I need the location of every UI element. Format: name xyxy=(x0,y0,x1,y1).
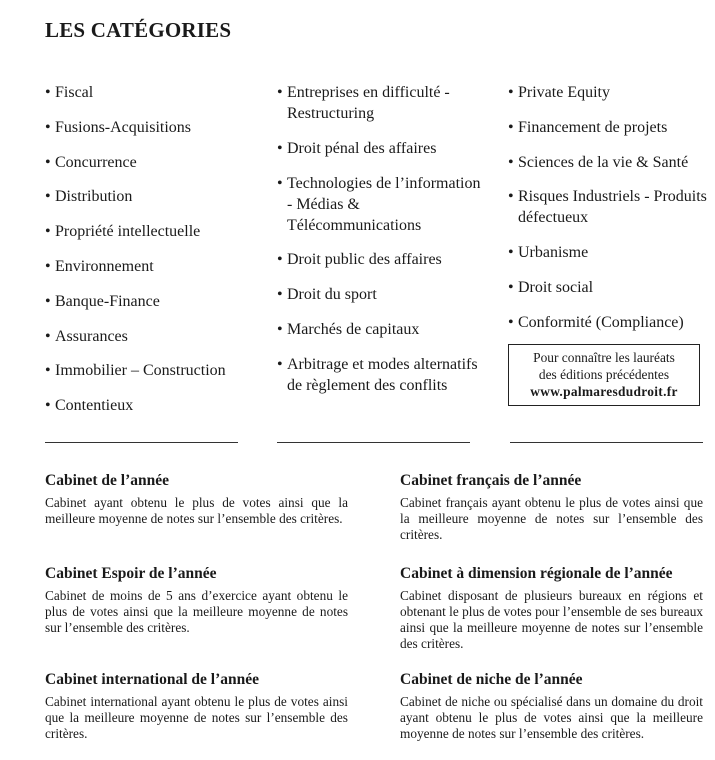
category-item: • Distribution xyxy=(45,186,255,207)
category-item: • Banque-Finance xyxy=(45,291,255,312)
category-item: • Immobilier – Construction xyxy=(45,360,255,381)
info-box xyxy=(508,344,700,406)
award-block xyxy=(400,670,703,742)
info-line: Pour connaître les lauréats xyxy=(533,350,675,365)
award-title: Cabinet français de l’année xyxy=(400,472,582,489)
page-title: LES CATÉGORIES xyxy=(45,18,232,42)
category-item: • Entreprises en difficulté - Restructuring xyxy=(277,82,482,124)
category-item: • Fusions-Acquisitions xyxy=(45,117,255,138)
award-description: Cabinet de moins de 5 ans d’exercice ayant obtenu le plus de votes ainsi que la meilleure moyenne de notes sur l’ensemble des critères. xyxy=(45,588,348,635)
category-column-2 xyxy=(277,82,482,410)
info-line: des éditions précédentes xyxy=(538,367,670,382)
award-block xyxy=(45,670,348,742)
award-description: Cabinet ayant obtenu le plus de votes ainsi que la meilleure moyenne de notes sur l’ensemble des critères. xyxy=(45,495,348,526)
award-description: Cabinet international ayant obtenu le plus de votes ainsi que la meilleure moyenne de notes sur l’ensemble des critères. xyxy=(45,694,348,741)
category-item: • Droit public des affaires xyxy=(277,249,482,270)
category-item: • Marchés de capitaux xyxy=(277,319,482,340)
category-item: • Contentieux xyxy=(45,395,255,416)
award-title: Cabinet de niche de l’année xyxy=(400,671,583,688)
category-item: • Droit du sport xyxy=(277,284,482,305)
category-item: • Financement de projets xyxy=(508,117,708,138)
award-title: Cabinet de l’année xyxy=(45,472,169,489)
category-item: • Assurances xyxy=(45,326,255,347)
category-item: • Environnement xyxy=(45,256,255,277)
website-link[interactable]: www.palmaresdudroit.fr xyxy=(530,384,678,399)
category-item: • Risques Industriels - Produits défectueux xyxy=(508,186,708,228)
award-title: Cabinet international de l’année xyxy=(45,671,259,688)
category-item: • Private Equity xyxy=(508,82,708,103)
divider xyxy=(510,442,703,443)
divider xyxy=(45,442,238,443)
category-item: • Droit social xyxy=(508,277,708,298)
award-description: Cabinet disposant de plusieurs bureaux en régions et obtenant le plus de votes pour l’ensemble de ses bureaux ainsi que la meilleure moyenne de notes sur l’ensemble des critères. xyxy=(400,588,703,651)
award-block xyxy=(45,471,348,527)
award-title: Cabinet à dimension régionale de l’année xyxy=(400,565,673,582)
award-description: Cabinet de niche ou spécialisé dans un domaine du droit ayant obtenu le plus de votes ainsi que la meilleure moyenne de notes sur l’ensemble des critères. xyxy=(400,694,703,741)
award-description: Cabinet français ayant obtenu le plus de votes ainsi que la meilleure moyenne de notes sur l’ensemble des critères. xyxy=(400,495,703,542)
category-item: • Technologies de l’information - Médias & Télécommunications xyxy=(277,173,482,236)
category-item: • Propriété intellectuelle xyxy=(45,221,255,242)
category-column-3 xyxy=(508,82,708,347)
award-title: Cabinet Espoir de l’année xyxy=(45,565,217,582)
divider xyxy=(277,442,470,443)
category-item: • Urbanisme xyxy=(508,242,708,263)
award-block xyxy=(400,564,703,652)
category-item: • Sciences de la vie & Santé xyxy=(508,152,708,173)
category-column-1 xyxy=(45,82,255,430)
award-block xyxy=(45,564,348,636)
category-item: • Fiscal xyxy=(45,82,255,103)
category-item: • Conformité (Compliance) xyxy=(508,312,708,333)
category-item: • Arbitrage et modes alternatifs de règlement des conflits xyxy=(277,354,482,396)
award-block xyxy=(400,471,703,543)
category-item: • Droit pénal des affaires xyxy=(277,138,482,159)
category-item: • Concurrence xyxy=(45,152,255,173)
